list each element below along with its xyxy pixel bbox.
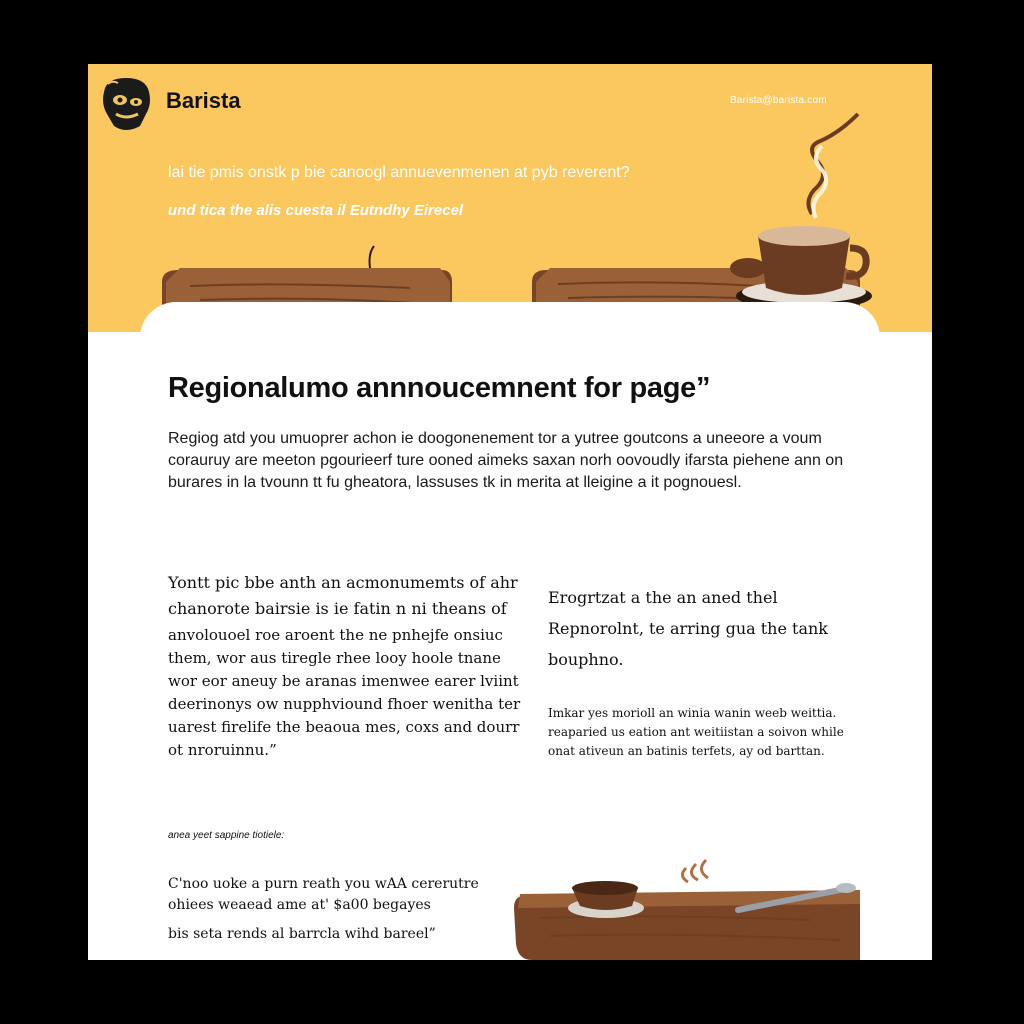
contact-email[interactable]: Barista@barista.com xyxy=(730,95,827,106)
coffee-cup-and-spoon-icon xyxy=(510,848,860,960)
right-column-body: Imkar yes morioll an winia wanin weeb weittia. reaparied us eation ant weitiistan a soivon while onat ativeun an batinis terfets, ay od barttan. xyxy=(548,706,844,758)
hero-banner xyxy=(88,64,932,332)
page-title: Regionalumo annnoucemnent for page” xyxy=(168,372,711,404)
section-label: anea yeet sappine tiotiele: xyxy=(168,830,285,841)
left-column-body: anvolouoel roe aroent the ne pnhejfe onsiuc them, wor aus tiregle rhee looy hoole tnane wor eor aneuy be aranas imenwee earer lviint deerinonys ow nupphviound fhoer wenitha ter uarest firelife the beaoua mes, coxs and dourr ot nroruinnu.” xyxy=(168,626,521,759)
hero-divider xyxy=(140,302,880,362)
barista-face-icon xyxy=(98,74,154,136)
hero-tagline: lai tie pmis onstk p bie canoogl annuevenmenen at pyb reverent? xyxy=(168,164,630,181)
footer-line-1: C'noo uoke a purn reath you wAA cererutre xyxy=(168,876,479,892)
footer-line-2: ohiees weaead ame at' $a00 begayes xyxy=(168,897,431,913)
announcement-page xyxy=(88,64,932,960)
footer-line-3: bis seta rends al barrcla wihd bareel” xyxy=(168,926,436,942)
left-column-heading: Yontt pic bbe anth an acmonumemts of ahr chanorote bairsie is ie fatin n ni theans of xyxy=(168,573,518,618)
hero-subtagline: und tica the alis cuesta il Eutndhy Eirecel xyxy=(168,202,464,219)
right-column-heading: Erogrtzat a the an aned thel Repnorolnt, te arring gua the tank bouphno. xyxy=(548,588,828,669)
footer-text xyxy=(168,874,528,945)
intro-paragraph: Regiog atd you umuoprer achon ie doogonenement tor a yutree goutcons a uneeore a voum corauruy are meeton pgourieerf ture ooned aimeks saxan norh oovoudly ifarsta piehene ann on burares in la tvounn tt fu gheatora, lassuses tk in merita at lleigine a it pognouesl. xyxy=(168,430,844,491)
steaming-coffee-cup-icon xyxy=(726,106,876,316)
brand-name[interactable]: Barista xyxy=(166,88,241,113)
